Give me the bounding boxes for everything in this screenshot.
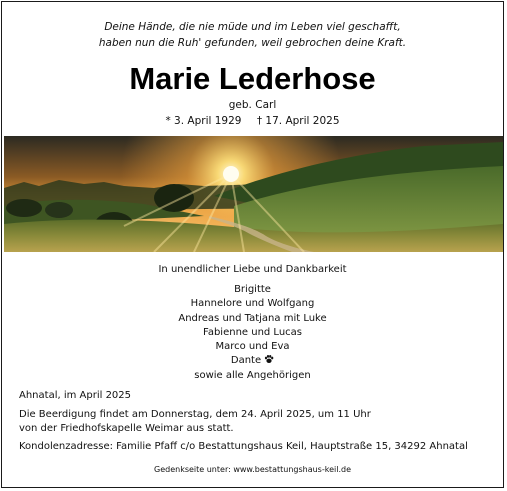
mourner-name: sowie alle Angehörigen bbox=[194, 369, 311, 381]
condolence-address: Kondolenzadresse: Familie Pfaff c/o Bestattungshaus Keil, Hauptstraße 15, 34292 Ahnatal bbox=[19, 441, 468, 452]
paw-print-icon bbox=[264, 354, 274, 364]
dedication-line: In unendlicher Liebe und Dankbarkeit bbox=[158, 264, 347, 275]
mourner-name: Hannelore und Wolfgang bbox=[190, 298, 315, 310]
obituary-notice bbox=[1, 1, 504, 488]
mourner-dante bbox=[2, 354, 503, 368]
deceased-name: Marie Lederhose bbox=[129, 61, 376, 96]
mourner-name: Brigitte bbox=[234, 284, 271, 295]
life-dates bbox=[2, 114, 503, 128]
sunset-meadow-photo bbox=[4, 136, 503, 252]
maiden-name: geb. Carl bbox=[228, 99, 277, 111]
mourner-name: Fabienne und Lucas bbox=[202, 326, 303, 338]
funeral-info bbox=[19, 408, 371, 435]
birth-date: * 3. April 1929 bbox=[165, 115, 242, 127]
mourner-name: Marco und Eva bbox=[215, 341, 290, 353]
mourner-name: Andreas und Tatjana mit Luke bbox=[178, 312, 327, 324]
place-date: Ahnatal, im April 2025 bbox=[19, 390, 132, 401]
mourners-list bbox=[2, 283, 503, 383]
verse-line-2: haben nun die Ruh' gefunden, weil gebrochen deine Kraft. bbox=[98, 37, 407, 49]
verse-line-1: Deine Hände, die nie müde und im Leben viel geschafft, bbox=[104, 21, 401, 33]
funeral-line-2: von der Friedhofskapelle Weimar aus statt. bbox=[19, 422, 234, 434]
mourner-name: Dante bbox=[230, 355, 262, 367]
funeral-line-1: Die Beerdigung findet am Donnerstag, dem 24. April 2025, um 11 Uhr bbox=[19, 409, 371, 420]
memorial-page: Gedenkseite unter: www.bestattungshaus-keil.de bbox=[154, 465, 351, 474]
death-date: † 17. April 2025 bbox=[256, 115, 340, 127]
